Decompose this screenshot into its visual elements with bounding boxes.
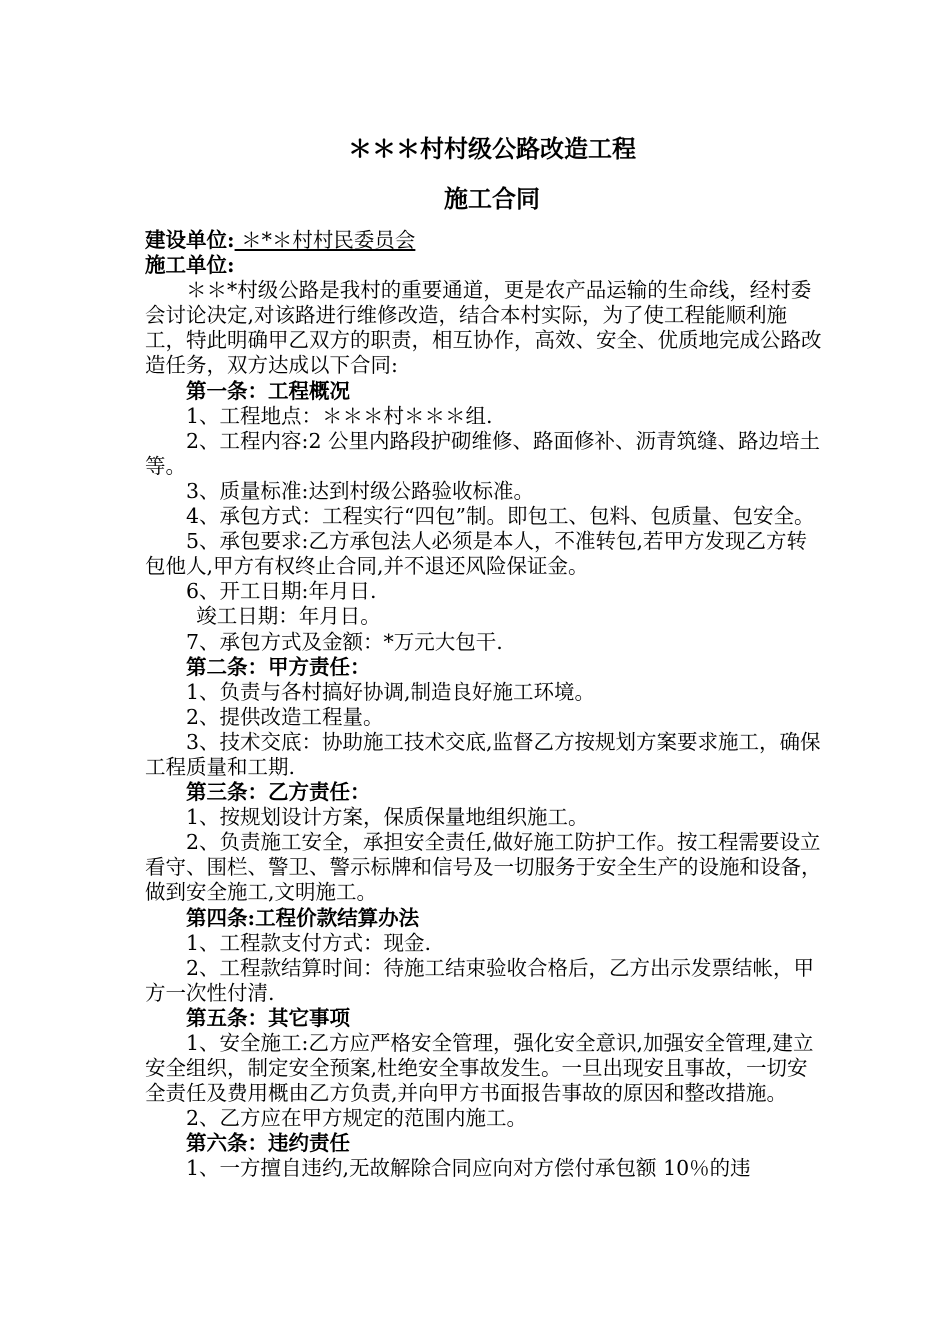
article-heading: 第五条：其它事项 — [186, 1005, 350, 1030]
article-heading: 第二条：甲方责任： — [186, 654, 371, 679]
document-subtitle: 施工合同 — [444, 184, 540, 213]
article-item: 1、按规划设计方案，保质保量地组织施工。 — [186, 805, 589, 830]
article-item: 3、技术交底：协助施工技术交底,监督乙方按规划方案要求施工，确保工程质量和工期. — [145, 729, 821, 779]
article-item: 竣工日期：年月日。 — [196, 604, 381, 629]
article-heading: 第三条：乙方责任： — [186, 780, 371, 805]
contract-page — [145, 130, 825, 1182]
article-item: 7、承包方式及金额：*万元大包干. — [186, 629, 503, 654]
article-item: 2、工程款结算时间：待施工结束验收合格后，乙方出示发票结帐，甲方一次性付清. — [145, 955, 815, 1005]
article-item: 1、负责与各村搞好协调,制造良好施工环境。 — [186, 679, 596, 704]
builder-label: 建设单位: — [145, 228, 235, 252]
article-item: 2、提供改造工程量。 — [186, 704, 384, 729]
constructor-label: 施工单位: — [145, 253, 235, 278]
intro-paragraph: ＊＊*村级公路是我村的重要通道，更是农产品运输的生命线，经村委会讨论决定,对该路进行维修改造，结合本村实际，为了使工程能顺利施工，特此明确甲乙双方的职责，相互协作，高效、安全、优质地完成公路改造任务，双方达成以下合同: — [145, 278, 822, 378]
article-item: 1、一方擅自违约,无故解除合同应向对方偿付承包额 10％的违 — [186, 1156, 751, 1181]
article-item: 3、质量标准:达到村级公路验收标准。 — [186, 478, 534, 503]
article-item: 1、工程款支付方式：现金. — [186, 930, 432, 955]
article-item: 1、工程地点：＊＊＊村＊＊＊组. — [186, 403, 493, 428]
article-item: 4、承包方式：工程实行“四包”制。即包工、包料、包质量、包安全。 — [186, 504, 815, 529]
builder-value: ＊*＊村村民委员会 — [234, 228, 416, 252]
article-heading: 第一条：工程概况 — [186, 378, 350, 403]
article-item: 2、负责施工安全，承担安全责任,做好施工防护工作。按工程需要设立看守、围栏、警卫、警示标牌和信号及一切服务于安全生产的设施和设备，做到安全施工,文明施工。 — [145, 830, 822, 905]
article-item: 6、开工日期:年月日. — [186, 579, 377, 604]
article-item: 2、乙方应在甲方规定的范围内施工。 — [186, 1106, 528, 1131]
article-item: 5、承包要求:乙方承包法人必须是本人，不准转包,若甲方发现乙方转包他人,甲方有权终止合同,并不退还风险保证金。 — [145, 529, 807, 579]
document-title: ＊＊＊村村级公路改造工程 — [348, 134, 636, 163]
builder-line — [145, 228, 825, 253]
article-item: 1、安全施工:乙方应严格安全管理，强化安全意识,加强安全管理,建立安全组织，制定安全预案,杜绝安全事故发生。一旦出现安且事故，一切安全责任及费用概由乙方负责,并向甲方书面报告事故的原因和整改措施。 — [145, 1031, 814, 1106]
article-heading: 第四条:工程价款结算办法 — [186, 905, 420, 930]
article-item: 2、工程内容:2 公里内路段护砌维修、路面修补、沥青筑缝、路边培土等。 — [145, 428, 821, 478]
article-heading: 第六条：违约责任 — [186, 1131, 350, 1156]
